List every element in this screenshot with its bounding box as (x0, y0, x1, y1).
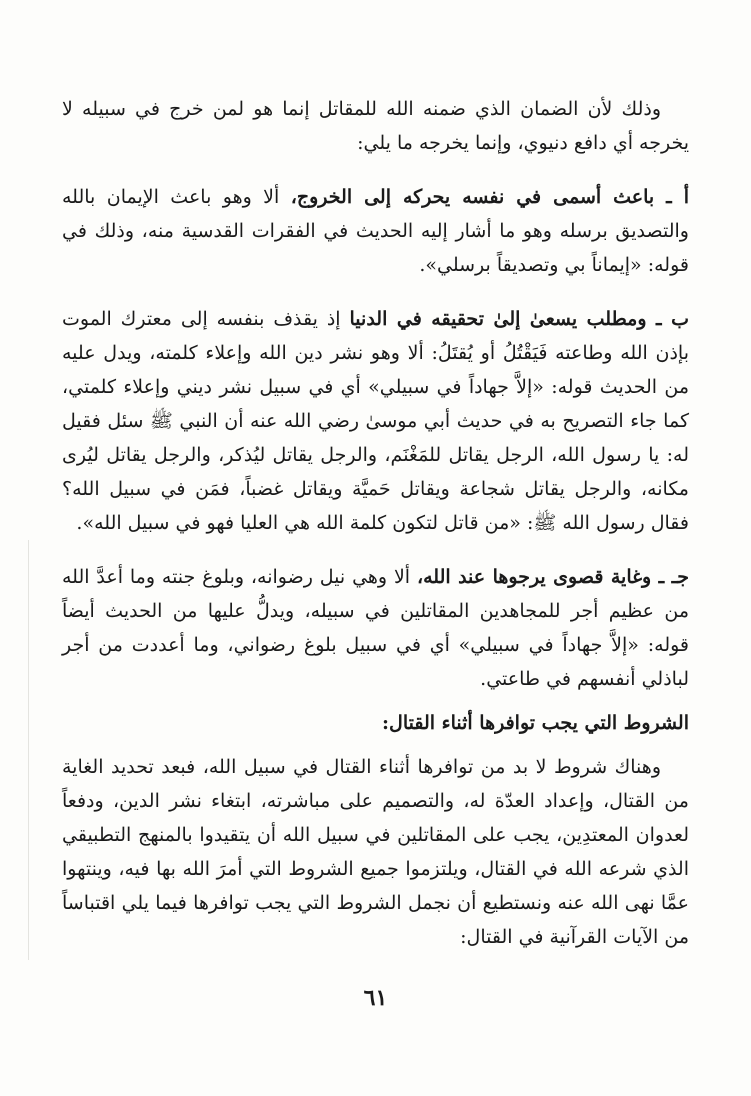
paragraph-c (62, 560, 689, 696)
paragraph-b-lead: ب ـ ومطلب يسعىٰ إلىٰ تحقيقه في الدنيا (349, 308, 689, 330)
paragraph-c-lead: جـ ـ وغاية قصوى يرجوها عند الله، (416, 566, 689, 588)
paragraph-c-text: ألا وهي نيل رضوانه، وبلوغ جنته وما أعدَّ الله من عظيم أجر للمجاهدين المقاتلين في سبيله، ويدلُّ عليها من الحديث أيضاً قوله: «إلاَّ جهاداً في سبيلي» أي في سبيل بلوغ رضواني، وما أعددت من أجر لباذلي أنفسهم في طاعتي. (62, 566, 689, 690)
paragraph-conditions (62, 750, 689, 954)
paragraph-a-lead: أ ـ باعث أسمى في نفسه يحركه إلى الخروج، (290, 186, 689, 208)
paragraph-intro (62, 92, 689, 160)
page-number: ٦١ (363, 985, 388, 1011)
page-edge-line (28, 540, 29, 960)
paragraph-b-text: إذ يقذف بنفسه إلى معترك الموت بإذن الله وطاعته فَيَقْتُلُ أو يُقتَلُ: ألا وهو نشر دين الله وإعلاء كلمته، ويدل عليه من الحديث قوله: «إلاَّ جهاداً في سبيلي» أي في سبيل نشر ديني وإعلاء كلمتي، كما جاء التصريح به في حديث أبي موسىٰ رضي الله عنه أن النبي ﷺ سئل فقيل له: يا رسول الله، الرجل يقاتل للمَغْنَم، والرجل يقاتل ليُذكر، والرجل يقاتل ليُرى مكانه، والرجل يقاتل شجاعة ويقاتل حَميَّة ويقاتل غضباً، فمَن في سبيل الله؟ فقال رسول الله ﷺ: «من قاتل لتكون كلمة الله هي العليا فهو في سبيل الله». (62, 308, 689, 534)
paragraph-intro-text: وذلك لأن الضمان الذي ضمنه الله للمقاتل إنما هو لمن خرج في سبيله لا يخرجه أي دافع دنيوي، وإنما يخرجه ما يلي: (62, 98, 689, 154)
section-heading: الشروط التي يجب توافرها أثناء القتال: (382, 712, 689, 734)
paragraph-a (62, 180, 689, 282)
paragraph-b (62, 302, 689, 540)
paragraph-conditions-text: وهناك شروط لا بد من توافرها أثناء القتال في سبيل الله، فبعد تحديد الغاية من القتال، وإعداد العدّة له، والتصميم على مباشرته، ابتغاء نشر الدين، ودفعاً لعدوان المعتدِين، يجب على المقاتلين في سبيل الله أن يتقيدوا بالمنهج التطبيقي الذي شرعه الله في القتال، ويلتزموا جميع الشروط التي أمرَ الله بها فيه، وينتهوا عمَّا نهى الله عنه ونستطيع أن نجمل الشروط التي يجب توافرها فيما يلي اقتباساً من الآيات القرآنية في القتال: (62, 756, 689, 948)
paragraph-a-text: ألا وهو باعث الإيمان بالله والتصديق برسله وهو ما أشار إليه الحديث في الفقرات القدسية منه، وذلك في قوله: «إيماناً بي وتصديقاً برسلي». (62, 186, 689, 276)
